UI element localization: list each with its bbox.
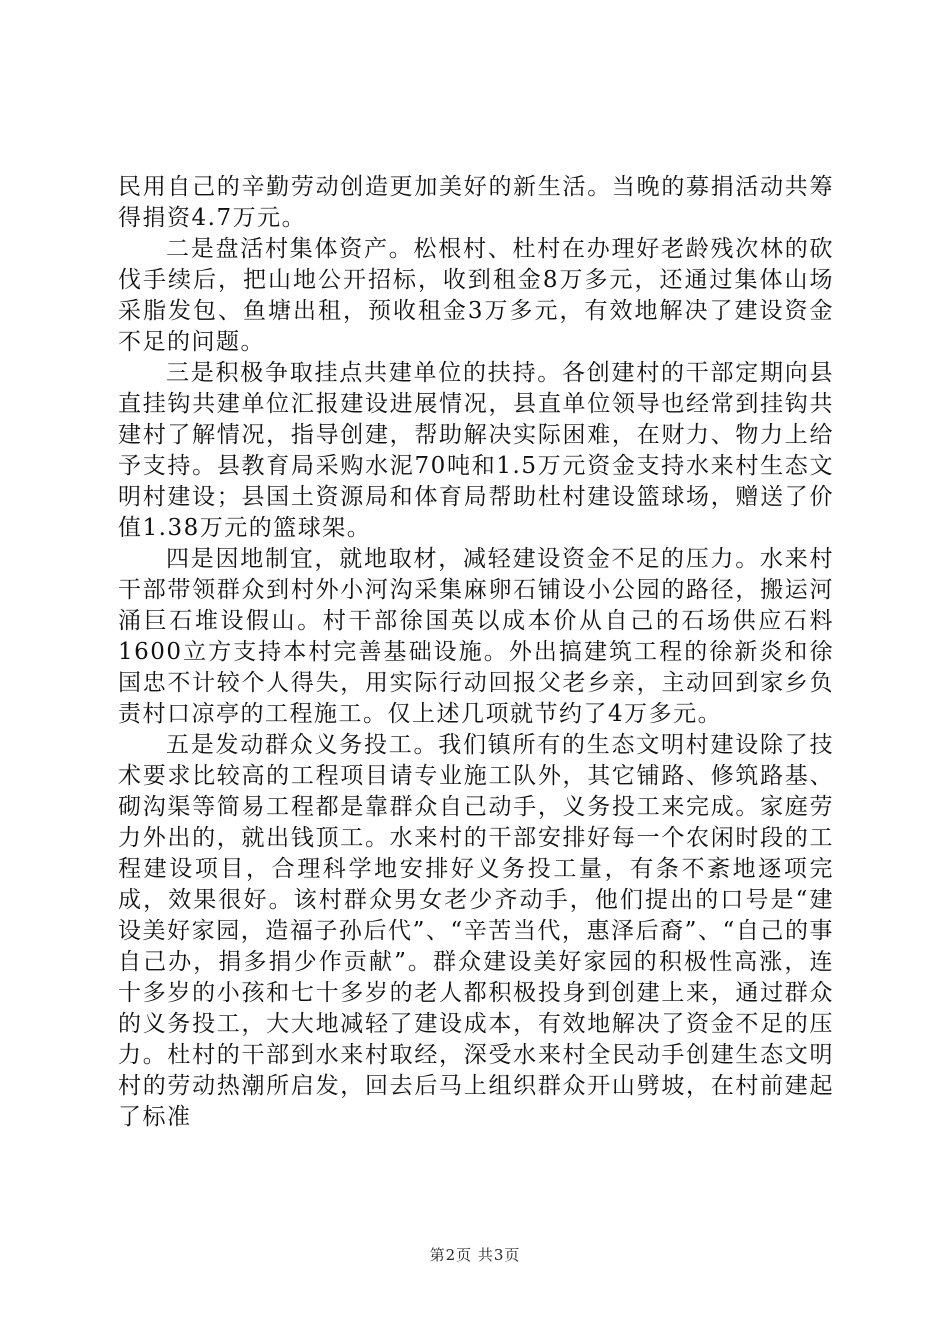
paragraph-2: 二是盘活村集体资产。松根村、杜村在办理好老龄残次林的砍伐手续后，把山地公开招标，收到租金8万多元，还通过集体山场采脂发包、鱼塘出租，预收租金3万多元，有效地解决了建设资金不足的问题。 xyxy=(118,236,834,355)
paragraph-3: 三是积极争取挂点共建单位的扶持。各创建村的干部定期向县直挂钩共建单位汇报建设进展情况，县直单位领导也经常到挂钩共建村了解情况，指导创建，帮助解决实际困难，在财力、物力上给予支持。县教育局采购水泥70吨和1.5万元资金支持水来村生态文明村建设；县国土资源局和体育局帮助杜村建设篮球场，赠送了价值1.38万元的篮球架。 xyxy=(118,360,834,541)
document-body xyxy=(118,172,834,1133)
paragraph-4: 四是因地制宜，就地取材，减轻建设资金不足的压力。水来村干部带领群众到村外小河沟采集麻卵石铺设小公园的路径，搬运河涌巨石堆设假山。村干部徐国英以成本价从自己的石场供应石料1600立方支持本村完善基础设施。外出搞建筑工程的徐新炎和徐国忠不计较个人得失，用实际行动回报父老乡亲，主动回到家乡负责村口凉亭的工程施工。仅上述几项就节约了4万多元。 xyxy=(118,546,834,727)
paragraph-5: 五是发动群众义务投工。我们镇所有的生态文明村建设除了技术要求比较高的工程项目请专业施工队外，其它铺路、修筑路基、砌沟渠等简易工程都是靠群众自己动手，义务投工来完成。家庭劳力外出的，就出钱顶工。水来村的干部安排好每一个农闲时段的工程建设项目，合理科学地安排好义务投工量，有条不紊地逐项完成，效果很好。该村群众男女老少齐动手，他们提出的口号是“建设美好家园，造福子孙后代”、“辛苦当代，惠泽后裔”、“自己的事自己办，捐多捐少作贡献”。群众建设美好家园的积极性高涨，连十多岁的小孩和七十多岁的老人都积极投身到创建上来，通过群众的义务投工，大大地减轻了建设成本，有效地解决了资金不足的压力。杜村的干部到水来村取经，深受水来村全民动手创建生态文明村的劳动热潮所启发，回去后马上组织群众开山劈坡，在村前建起了标准 xyxy=(118,732,834,1130)
paragraph-continuation: 民用自己的辛勤劳动创造更加美好的新生活。当晚的募捐活动共筹得捐资4.7万元。 xyxy=(118,174,834,231)
page-footer: 第2页 共3页 xyxy=(429,1246,521,1264)
